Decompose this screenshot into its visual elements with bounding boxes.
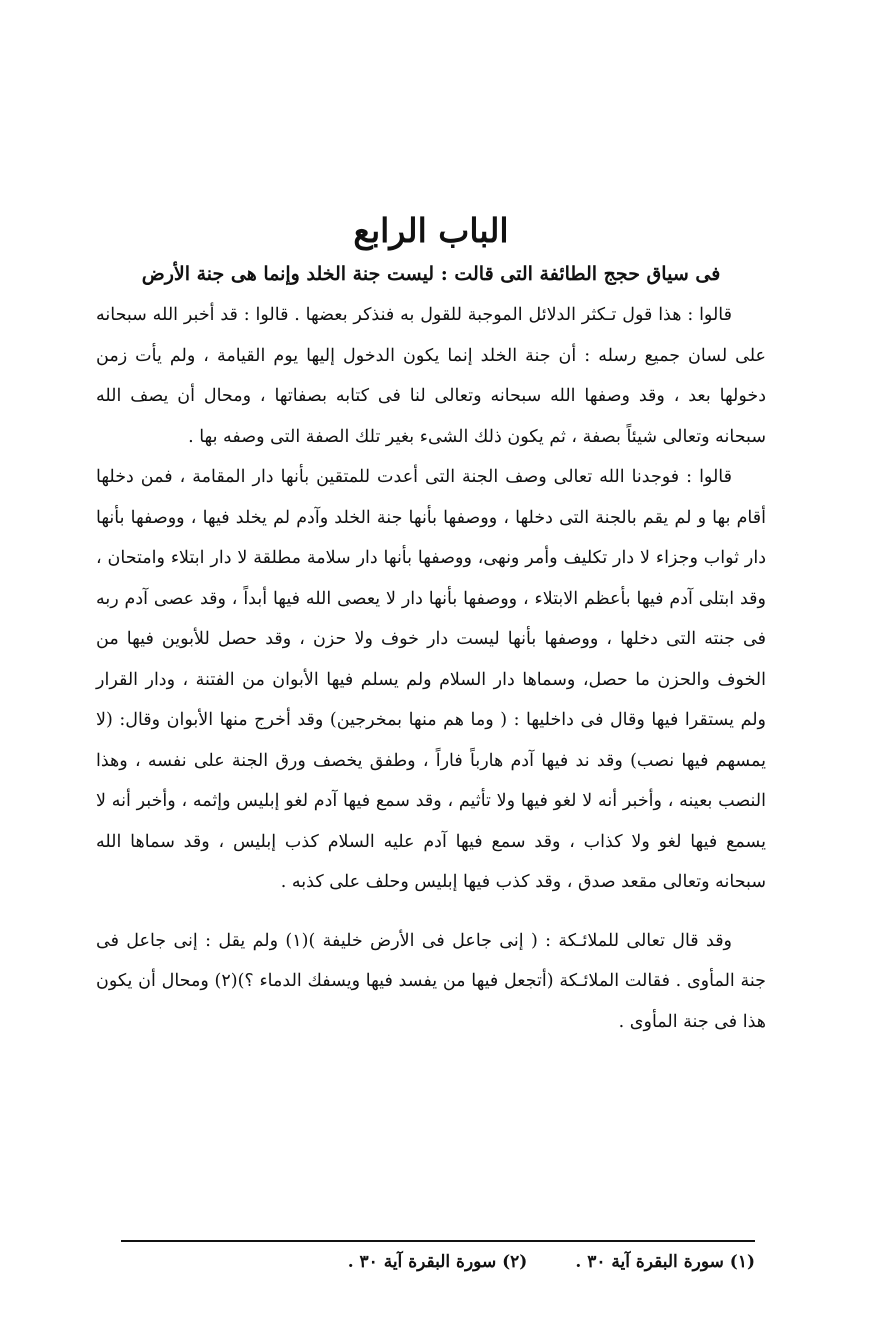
paragraph-1: قالوا : هذا قول تـكثر الدلائل الموجبة للقول به فنذكر بعضها . قالوا : قد أخبر الله سبحانه على لسان جميع رسله : أن جنة الخلد إنما يكون الدخول إليها يوم القيامة ، ولم يأت زمن دخولها بعد ، وقد وصفها الله سبحانه وتعالى لنا فى كتابه بصفاتها ، ومحال أن يصف الله سبحانه وتعالى شيئاً بصفة ، ثم يكون ذلك الشىء بغير تلك الصفة التى وصفه بها . (96, 305, 766, 447)
footnote-divider (121, 1240, 755, 1242)
chapter-title: الباب الرابع (353, 211, 509, 250)
footnote-1: (١) سورة البقرة آية ٣٠ . (575, 1252, 755, 1272)
paragraph-3: وقد قال تعالى للملائـكة : ( إنى جاعل فى الأرض خليفة )(١) ولم يقل : إنى جاعل فى جنة المأوى . فقالت الملائـكة (أتجعل فيها من يفسد فيها ويسفك الدماء ؟)(٢) ومحال أن يكون هذا فى جنة المأوى . (96, 930, 766, 1032)
paragraph-2: قالوا : فوجدنا الله تعالى وصف الجنة التى أعدت للمتقين بأنها دار المقامة ، فمن دخلها أقام بها و لم يقم بالجنة التى دخلها ، ووصفها بأنها جنة الخلد وآدم لم يخلد فيها ، ووصفها بأنها دار ثواب وجزاء لا دار تكليف وأمر ونهى، ووصفها بأنها دار سلامة مطلقة لا دار ابتلاء وامتحان ، وقد ابتلى آدم فيها بأعظم الابتلاء ، ووصفها بأنها دار لا يعصى الله فيها أبداً ، وقد عصى آدم ربه فى جنته التى دخلها ، ووصفها بأنها ليست دار خوف ولا حزن ، وقد حصل للأبوين فيها من الخوف والحزن ما حصل، وسماها دار السلام ولم يسلم فيها الأبوان من الفتنة ، ودار القرار ولم يستقرا فيها وقال فى داخليها : ( وما هم منها بمخرجين) وقد أخرج منها الأبوان وقال: (لا يمسهم فيها نصب) وقد ند فيها آدم هارباً فاراً ، وطفق يخصف ورق الجنة على نفسه ، وهذا النصب بعينه ، وأخبر أنه لا لغو فيها ولا تأثيم ، وقد سمع فيها آدم لغو إبليس وإثمه ، وأخبر أنه لا يسمع فيها لغو ولا كذاب ، وقد سمع فيها آدم عليه السلام كذب إبليس ، وقد سماها الله سبحانه وتعالى مقعد صدق ، وقد كذب فيها إبليس وحلف على كذبه . (96, 467, 766, 893)
page-body (96, 200, 766, 1042)
footnote-2: (٢) سورة البقرة آية ٣٠ . (347, 1252, 528, 1272)
chapter-subtitle: فى سياق حجج الطائفة التى قالت : ليست جنة الخلد وإنما هى جنة الأرض (141, 262, 721, 285)
footnotes (170, 1252, 755, 1272)
